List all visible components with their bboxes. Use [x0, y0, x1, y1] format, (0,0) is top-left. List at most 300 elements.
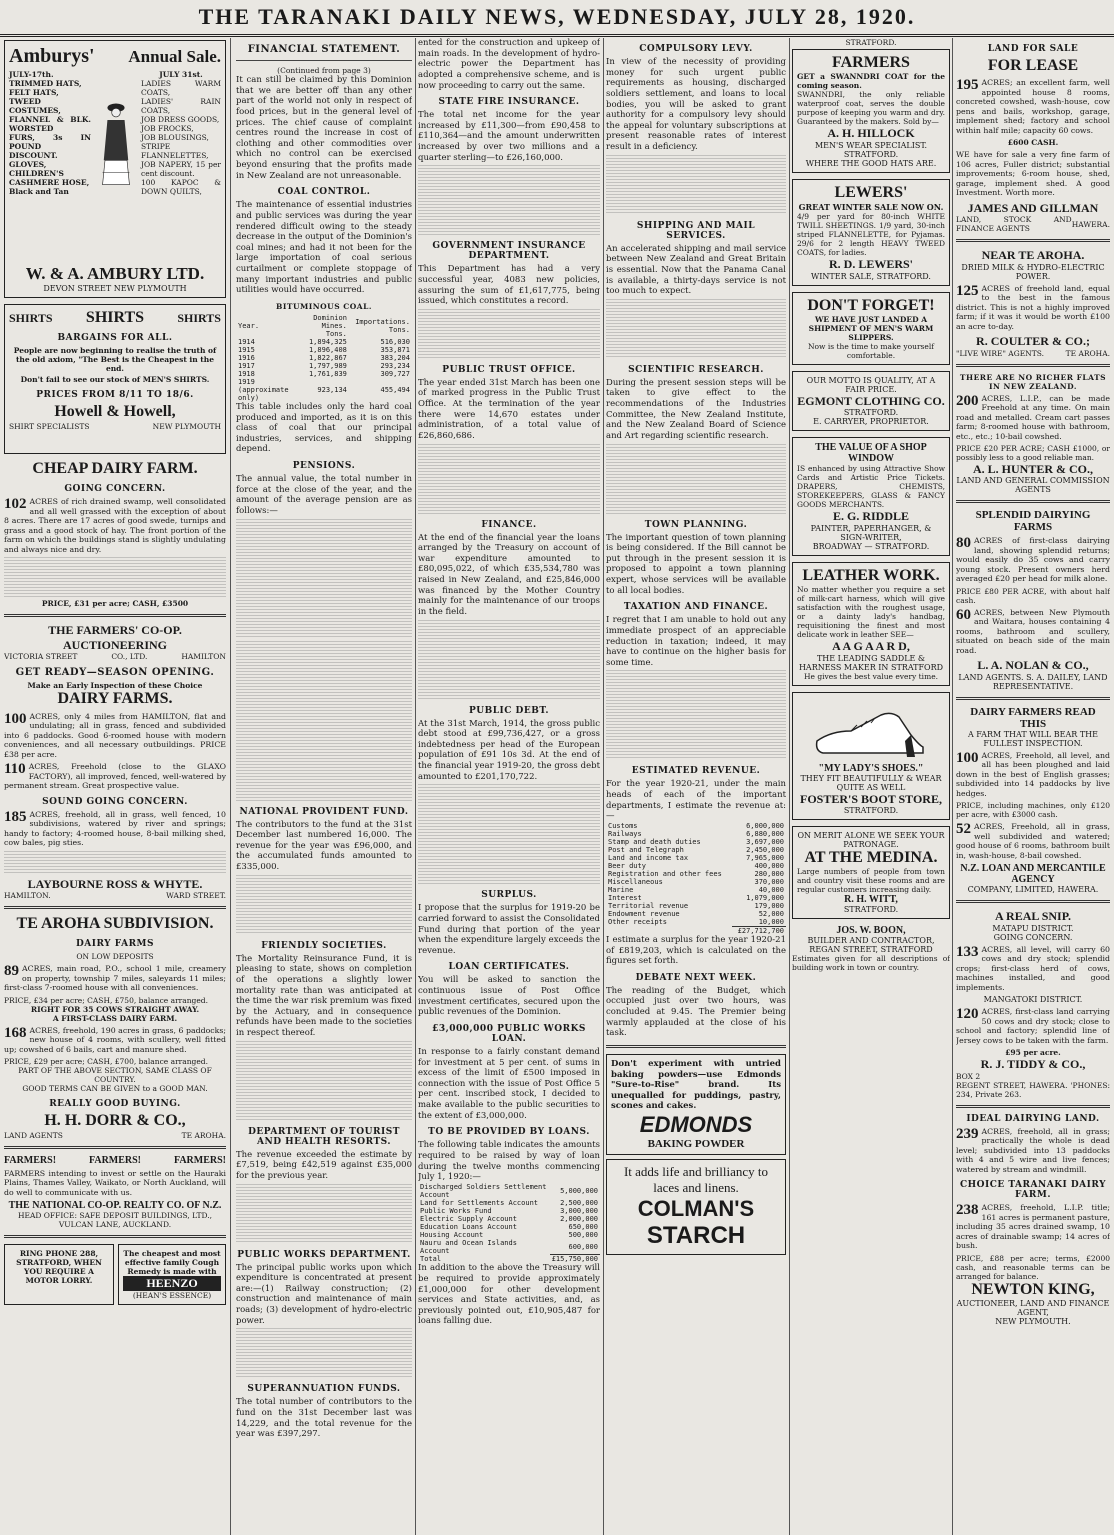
- te-aroha-price: PRICE, £29 per acre; CASH, £700, balance arranged.: [4, 1057, 208, 1067]
- table-row: Nauru and Ocean Islands Account 600,000: [420, 1238, 598, 1255]
- farmers-coop-place: HAMILTON: [181, 652, 226, 662]
- hunter-sub: LAND AND GENERAL COMMISSION AGENTS: [956, 476, 1110, 495]
- section-heading: SCIENTIFIC RESEARCH.: [628, 364, 764, 375]
- ambury-item: FURS, 3s IN POUND DISCOUNT.: [9, 133, 91, 160]
- coal-table: [236, 314, 412, 402]
- colman-logo: COLMAN'S: [637, 1196, 755, 1221]
- article-paragraph: ented for the construction and upkeep of main roads. In the development of hydro-electric power the Department has adopted a comprehensive scheme, and is now proceeding to carry out the same.: [418, 38, 600, 91]
- listing: 195 ACRES; an excellent farm, well appointed house 8 rooms, concreted cowshed, wash-house, cow pens and bails, workshop, garage, implement shed; factory and school within half mile; capacity 60 cows.: [956, 77, 1110, 135]
- column-4: [606, 38, 786, 1535]
- nzloan-sub: COMPANY, LIMITED, HAWERA.: [967, 885, 1099, 895]
- te-aroha-deposits: ON LOW DEPOSITS: [76, 952, 154, 962]
- lewers-body: 4/9 per yard for 80-inch WHITE TWILL SHEETINGS. 1/9 yard, 30-inch striped FLANNELETTE, for Pyjamas. 29/6 for 2 length HEAVY TWEED COATS, for ladies.: [797, 212, 945, 258]
- article-paragraph: I propose that the surplus for 1919-20 be carried forward to assist the Consolidated Fund during that portion of the year when the expenditure largely exceeds the revenue.: [418, 903, 600, 956]
- column-rule: [415, 38, 416, 1535]
- hillock-firm: A. H. HILLOCK: [827, 126, 915, 141]
- slippers-text: WE HAVE JUST LANDED A SHIPMENT OF MEN'S WARM SLIPPERS.: [808, 314, 934, 342]
- table-row: Customs 6,000,000: [608, 821, 784, 830]
- table-row: 1917 1,797,989 293,234: [238, 361, 410, 370]
- column-5: [792, 38, 950, 1535]
- section-heading: COMPULSORY LEVY.: [639, 44, 753, 54]
- table-row: Education Loans Account 650,000: [420, 1222, 598, 1231]
- dorr-agents: LAND AGENTS: [4, 1130, 63, 1140]
- article-paragraph: The total net income for the year increased by £11,300—from £90,458 to £110,364—and the amount underwritten increased by over two millions and a quarter sterling—to £26,160,000.: [418, 110, 600, 163]
- ambury-item: LADIES WARM COATS,: [141, 79, 221, 97]
- dorr-place: TE AROHA.: [181, 1130, 226, 1140]
- newton-king-sub: AUCTIONEER, LAND AND FINANCE AGENT,: [956, 1299, 1110, 1318]
- te-aroha-buying: REALLY GOOD BUYING.: [49, 1099, 181, 1110]
- te-aroha-farms: DAIRY FARMS: [75, 939, 155, 950]
- article-paragraph: The maintenance of essential industries and public services was during the year rendered difficult owing to the steady decrease in the output of the Dominion's coal mines; and had it not been for the large importation of coal serious curtailment or complete stoppage of many important industries and public utilities would have occurred.: [236, 200, 412, 296]
- ideal-title: IDEAL DAIRYING LAND.: [966, 1113, 1100, 1124]
- listing: 89 ACRES, main road, P.O., school 1 mile, creamery on property, township 7 miles, saleyards 11 miles; first-class 7-roomed house with all conveniences.: [4, 963, 226, 993]
- listing-price: PRICE, including machines, only £120 per acre, with £3000 cash.: [956, 801, 1110, 820]
- lewers-firm: R. D. LEWERS': [828, 257, 914, 272]
- shirts-bargains: BARGAINS FOR ALL.: [57, 333, 173, 344]
- aagaard-foot: He gives the best value every time.: [803, 671, 939, 681]
- egmont-advert: [792, 371, 950, 431]
- article-paragraph: In response to a fairly constant demand for investment at 5 per cent. of sums in excess of the limit of £500 imposed in connection with the issue of Post Office 5 per cent. inscribed stock, I decided to make available to the public securities to the extent of £3,000,000.: [418, 1046, 600, 1121]
- swanndri-headline: GET a SWANNDRI COAT for the coming season.: [797, 72, 945, 91]
- listing: 238 ACRES, freehold, L.I.P. title; 161 acres is permanent pasture, including 35 acres drained swamp, 10 acres of drainable swamp; 14 acres of bush.: [956, 1202, 1110, 1251]
- section-heading: GOVERNMENT INSURANCE DEPARTMENT.: [432, 241, 586, 262]
- section-heading: FRIENDLY SOCIETIES.: [261, 940, 387, 951]
- masthead-title: THE TARANAKI DAILY NEWS, WEDNESDAY, JULY 28, 1920.: [198, 4, 916, 29]
- shirts-head: SHIRTS: [177, 311, 221, 325]
- listing: 80 ACRES of first-class dairying land, showing splendid returns; would easily do 35 cows and carry young stock. Present owners herd averaged £20 per head for milk alone.: [956, 535, 1110, 584]
- jg-place: HAWERA.: [1071, 219, 1110, 229]
- shoes-title: "MY LADY'S SHOES.": [818, 762, 924, 774]
- laybourne-place: HAMILTON.: [4, 890, 51, 900]
- ambury-advert: [4, 40, 226, 298]
- article-paragraph: The Mortality Reinsurance Fund, it is pleasing to state, shows on completion of the operations a slightly lower mortality rate than was anticipated at the time the war risk premium was fixed by the Actuary, and in consequence refunds have been made to the societies in respect thereof.: [236, 953, 412, 1038]
- farmers-coop-dairy: DAIRY FARMS.: [57, 690, 173, 708]
- te-aroha-first: A FIRST-CLASS DAIRY FARM.: [52, 1013, 178, 1023]
- listing: 100 ACRES, only 4 miles from HAMILTON, flat and undulating; all in grass, fenced and subdivided into 6 paddocks. Good 6-roomed house with modern conveniences, and all necessary outbuildings. PRICE £38 per acre.: [4, 710, 226, 759]
- witt-place: STRATFORD.: [843, 905, 899, 915]
- egmont-prop: E. CARRYER, PROPRIETOR.: [813, 417, 929, 427]
- nzloan-firm: N.Z. LOAN AND MERCANTILE AGENCY: [960, 863, 1106, 886]
- lease-price: £600 CASH.: [1007, 138, 1059, 148]
- body-text-lines: [606, 444, 786, 514]
- shirts-head: SHIRTS: [9, 311, 53, 325]
- foster-place: STRATFORD.: [843, 805, 899, 815]
- medina-pre: ON MERIT ALONE WE SEEK YOUR PATRONAGE.: [797, 830, 945, 849]
- lewers-title: LEWERS': [834, 183, 908, 201]
- listing-price: PRICE £20 PER ACRE; CASH £1000, or possibly less to a good reliable man.: [956, 444, 1110, 463]
- listing: 110 ACRES, Freehold (close to the GLAXO FACTORY), all improved, fenced, well-watered by permanent stream. Great prospective value.: [4, 761, 226, 791]
- aagaard-advert: [792, 562, 950, 686]
- loans-table: [418, 1183, 600, 1264]
- medina-advert: [792, 826, 950, 919]
- body-text-lines: [236, 1041, 412, 1121]
- footer-adverts: [4, 1244, 226, 1304]
- ambury-sale-date: JULY 31st.: [159, 70, 203, 79]
- listing-price: PRICE, £88 per acre; terms, £2000 cash, and reasonable terms can be arranged for balance.: [956, 1253, 1110, 1281]
- body-text-lines: [606, 299, 786, 359]
- boon-firm: JOS. W. BOON,: [836, 925, 906, 937]
- body-text-lines: [4, 557, 226, 597]
- farmers-coop-co: CO., LTD.: [111, 652, 148, 662]
- column-6: [956, 38, 1110, 1535]
- farmers-coop-advert: [4, 623, 226, 900]
- article-paragraph: For the year 1920-21, under the main heads of each of the important departments, I estimate the revenue at:—: [606, 779, 786, 822]
- pensions-table-lines: [236, 519, 412, 639]
- table-row: 1914 1,894,325 516,030: [238, 337, 410, 346]
- table-row: Endowment revenue 52,000: [608, 909, 784, 918]
- foster-advert: [792, 692, 950, 820]
- colman-advert: [606, 1159, 786, 1255]
- dairy-farm-sub: GOING CONCERN.: [64, 484, 166, 495]
- section-heading: DEBATE NEXT WEEK.: [635, 972, 757, 983]
- article-paragraph: It can still be claimed by this Dominion that we are better off than any other part of the world not only in respect of food prices, but in the general level of prices. The chief cause of complaint centres round the increase in cost of clothing and other commodities over which no control can be exercised beyond ensuring that the profits made in New Zealand are not unreasonable.: [236, 75, 412, 181]
- slippers-advert: [792, 292, 950, 365]
- table-row: Stamp and death duties 3,697,000: [608, 837, 784, 846]
- table-row: Miscellaneous 370,000: [608, 877, 784, 886]
- motor-lorry-text: RING PHONE 288, STRATFORD, WHEN YOU REQUIRE A MOTOR LORRY.: [16, 1249, 102, 1286]
- lewers-sale: GREAT WINTER SALE NOW ON.: [798, 202, 944, 213]
- ambury-left-list: [9, 70, 91, 220]
- lease-title: FOR LEASE: [987, 57, 1079, 74]
- hunter-firm: A. L. HUNTER & CO.,: [972, 462, 1093, 477]
- aagaard-firm: A A G A A R D,: [832, 639, 910, 654]
- colman-line: It adds life and brilliancy to laces and linens.: [623, 1164, 769, 1195]
- hillock-place: STRATFORD.: [843, 149, 899, 159]
- near-title: NEAR TE AROHA.: [981, 248, 1085, 263]
- article-paragraph: The annual value, the total number in force at the close of the year, and the amount of the average pension are as follows:—: [236, 474, 412, 516]
- national-coop-office: HEAD OFFICE: SAFE DEPOSIT BUILDINGS, LTD., VULCAN LANE, AUCKLAND.: [17, 1211, 213, 1230]
- listing: 125 ACRES of freehold land, equal to the best in the famous district. This is not a highly improved farm; if it was it would be worth £100 an acre to-day.: [956, 282, 1110, 331]
- ambury-item: Black and Tan: [9, 187, 69, 196]
- swanndri-advert: [792, 49, 950, 173]
- table-header-row: Year. Dominion Mines. Tons. Importations. Tons.: [238, 313, 410, 338]
- ambury-item: LADIES' RAIN COATS,: [141, 97, 221, 115]
- lewers-place: WINTER SALE, STRATFORD.: [811, 271, 931, 281]
- listing: 60 ACRES, between New Plymouth and Waitara, houses containing 4 rooms, bathroom and scullery, situated on beach side of the main road.: [956, 606, 1110, 655]
- shirts-foot-right: NEW PLYMOUTH: [152, 421, 221, 431]
- article-paragraph: In addition to the above the Treasury will be required to provide approximately £1,000,000 for other development services and State activities, and, as previously pointed out, £10,905,487 for loans falling due.: [418, 1263, 600, 1327]
- newton-king-firm: NEWTON KING,: [971, 1280, 1095, 1298]
- shirts-foot-left: SHIRT SPECIALISTS: [9, 421, 90, 431]
- newton-king-place: NEW PLYMOUTH.: [995, 1317, 1071, 1327]
- splendid-title: SPLENDID DAIRYING FARMS: [975, 509, 1091, 534]
- table-row: Housing Account 500,000: [420, 1230, 598, 1239]
- ambury-item: JOB FROCKS,: [141, 124, 194, 133]
- farmers-coop-get-ready: GET READY—SEASON OPENING.: [15, 667, 215, 679]
- table-row: Land for Settlements Account 2,500,000: [420, 1198, 598, 1207]
- table-row: 1918 1,761,839 309,727: [238, 369, 410, 378]
- listing: 120 ACRES, first-class land carrying 50 cows and dry stock; close to school and factory; splendid line of Jersey cows to be taken with the farm.: [956, 1006, 1110, 1045]
- section-heading: TAXATION AND FINANCE.: [623, 602, 769, 613]
- edmonds-copy: Don't experiment with untried baking powders—use Edmonds "Sure-to-Rise" brand. Its unequalled for puddings, pastry, scones and cakes.: [611, 1058, 781, 1112]
- dorr-firm: H. H. DORR & CO.,: [44, 1112, 186, 1130]
- nolan-firm: L. A. NOLAN & CO.,: [977, 658, 1089, 673]
- table-row: Electric Supply Account 2,000,000: [420, 1214, 598, 1223]
- shirts-firm: Howell & Howell,: [54, 403, 176, 421]
- listing: 133 ACRES, all level, will carry 60 cows and dry stock; splendid crops; first-class herd of cows, machines installed, and good implements.: [956, 943, 1110, 992]
- heenzo-text: The cheapest and most effective family Cough Remedy is made with: [123, 1249, 221, 1277]
- snip-sub: MATAPU DISTRICT.: [992, 923, 1074, 933]
- farmers-coop-title: THE FARMERS' CO-OP. AUCTIONEERING: [48, 623, 182, 652]
- table-row: Public Works Fund 3,000,000: [420, 1206, 598, 1215]
- article-paragraph: The revenue exceeded the estimate by £7,519, being £42,519 against £35,000 for the previous year.: [236, 1149, 412, 1181]
- column-1: [4, 38, 226, 1535]
- egmont-motto: OUR MOTTO IS QUALITY, AT A FAIR PRICE.: [806, 375, 936, 394]
- section-heading: £3,000,000 PUBLIC WORKS LOAN.: [432, 1023, 586, 1044]
- ambury-item: TRIMMED HATS,: [9, 79, 82, 88]
- boon-sub: BUILDER AND CONTRACTOR, REGAN STREET, STRATFORD: [807, 936, 935, 955]
- edmonds-advert: [606, 1054, 786, 1155]
- national-coop-firm: THE NATIONAL CO-OP. REALTY CO. OF N.Z.: [8, 1200, 222, 1212]
- table-row: Railways 6,880,000: [608, 829, 784, 838]
- farmers-coop-street: VICTORIA STREET: [4, 652, 78, 662]
- article-paragraph: An accelerated shipping and mail service between New Zealand and Great Britain is essential. Now that the Panama Canal is available, a thirty-days service is not too much to expect.: [606, 243, 786, 297]
- motor-lorry-advert: [4, 1244, 114, 1304]
- listing: 168 ACRES, freehold, 190 acres in grass, 6 paddocks; new house of 4 rooms, with scullery, well fitted up; cowshed of 6 bails, cart and manure shed.: [4, 1024, 226, 1054]
- hillock-foot: WHERE THE GOOD HATS ARE.: [805, 158, 937, 168]
- dairy-farm-title: CHEAP DAIRY FARM.: [32, 460, 198, 477]
- riddle-firm: E. G. RIDDLE: [832, 509, 909, 524]
- column-rule: [789, 38, 790, 1535]
- boon-advert: [792, 925, 950, 972]
- table-row: Other receipts 10,000: [608, 917, 784, 927]
- table-row: 1919 (approximate only) 923,134 455,494: [238, 377, 410, 402]
- te-aroha-right: RIGHT FOR 35 COWS STRAIGHT AWAY.: [30, 1004, 200, 1014]
- laybourne-firm: LAYBOURNE ROSS & WHYTE.: [27, 876, 203, 891]
- body-text-lines: [4, 851, 226, 875]
- shirts-body: People are now beginning to realise the truth of the old axiom, "The Best is the Cheapest in the end.: [13, 346, 217, 374]
- body-text-lines: [418, 784, 600, 884]
- article-paragraph: I estimate a surplus for the year 1920-21 of £819,203, which is calculated on the figures set forth.: [606, 934, 786, 967]
- listing: 200 ACRES, L.I.P., can be made Freehold at any time. On main road and metalled. Cream cart passes farm; 8-roomed house with bathroom, etc., etc.; 10-bail cowshed.: [956, 392, 1110, 441]
- shop-window-title: THE VALUE OF A SHOP WINDOW: [815, 442, 927, 465]
- section-heading: TOWN PLANNING.: [644, 519, 748, 530]
- acreage: 102: [4, 496, 27, 513]
- nolan-sub: LAND AGENTS. S. A. DAILEY, LAND REPRESENTATIVE.: [958, 672, 1108, 691]
- section-heading: PUBLIC WORKS DEPARTMENT.: [237, 1249, 411, 1260]
- body-text-lines: [418, 309, 600, 359]
- aagaard-sub: THE LEADING SADDLE & HARNESS MAKER IN STRATFORD: [798, 653, 944, 672]
- article-continued: (Continued from page 3): [277, 66, 371, 75]
- shoes-sub: THEY FIT BEAUTIFULLY & WEAR QUITE AS WELL: [800, 773, 942, 792]
- table-row: Beer duty 400,000: [608, 861, 784, 870]
- article-paragraph: During the present session steps will be taken to give effect to the recommendations of the Industries Committee, the New Zealand Institute, and the New Zealand Board of Science and Art regarding scientific research.: [606, 377, 786, 441]
- riddle-place: BROADWAY — STRATFORD.: [812, 541, 930, 551]
- article-paragraph: I regret that I am unable to hold out any immediate prospect of an appreciable reduction in taxation; indeed, it may have to continue on the higher basis for some time.: [606, 615, 786, 668]
- article-paragraph: You will be asked to sanction the continuous issue of Post Office investment certificates, secured upon the public revenues of the Dominion.: [418, 975, 600, 1018]
- article-paragraph: The year ended 31st March has been one of marked progress in the Public Trust Office. At the termination of the year there were 14,670 estates under administration, of a total value of £26,860,686.: [418, 377, 600, 441]
- shirts-advert: [4, 304, 226, 454]
- ambury-address: DEVON STREET NEW PLYMOUTH: [43, 284, 187, 293]
- column-2: [236, 38, 412, 1535]
- medina-body: Large numbers of people from town and country visit these rooms and are regular customers increasing daily.: [797, 867, 945, 895]
- listing: WE have for sale a very fine farm of 106 acres, Fuller district; substantial improvements; 6-room house, shed, garage, implement shed. A good Investment. Worth more.: [956, 150, 1110, 198]
- ambury-item: JOB BLOUSINGS,: [141, 133, 209, 142]
- farmers-advert: [4, 1155, 226, 1230]
- shoe-illustration: [811, 701, 931, 759]
- farmers-coop-make: Make an Early Inspection of these Choice: [27, 681, 203, 691]
- stratford-tag: STRATFORD.: [845, 38, 897, 47]
- te-aroha-good: GOOD TERMS CAN BE GIVEN to a GOOD MAN.: [22, 1084, 208, 1094]
- column-rule: [230, 38, 231, 1535]
- tiddy-sub: REGENT STREET, HAWERA. 'PHONES: 234, Private 263.: [956, 1080, 1110, 1099]
- ambury-item: STRIPE FLANNELETTES,: [141, 142, 209, 160]
- body-text-lines: [236, 1328, 412, 1378]
- table-row: Marine 40,000: [608, 885, 784, 894]
- ambury-item: 100 KAPOC & DOWN QUILTS,: [141, 178, 221, 196]
- section-heading: ESTIMATED REVENUE.: [631, 766, 761, 777]
- ambury-sale-title: Annual Sale.: [128, 46, 221, 66]
- section-heading: PUBLIC DEBT.: [469, 705, 549, 716]
- table-row: Discharged Soldiers Settlement Account 5,000,000: [420, 1182, 598, 1199]
- listing: 100 ACRES, Freehold, all level, and all has been ploughed and laid down in the best of English grasses; subdivided into 14 paddocks by live hedges.: [956, 749, 1110, 798]
- heenzo-brand: HEENZO: [123, 1276, 221, 1290]
- column-rule: [952, 38, 953, 1535]
- witt-firm: R. H. WITT,: [844, 894, 898, 906]
- jg-firm: JAMES AND GILLMAN: [967, 200, 1099, 215]
- masthead: [0, 0, 1114, 37]
- ambury-item: FLANNEL & BLK. WORSTED: [9, 115, 91, 133]
- te-aroha-advert: [4, 915, 226, 1140]
- body-text-lines: [236, 641, 412, 801]
- riddle-sub: PAINTER, PAPERHANGER, & SIGN-WRITER,: [810, 523, 932, 542]
- farmers-head: FARMERS!: [173, 1154, 226, 1166]
- land-for-sale-tag: LAND FOR SALE: [987, 44, 1079, 54]
- ambury-item: TWEED COSTUMES,: [9, 97, 61, 115]
- article-paragraph: This Department has had a very successful year, 4083 new policies, assuring the sum of £1,617,775, being issued, which constitutes a record.: [418, 264, 600, 307]
- farmers-coop-sound: SOUND GOING CONCERN.: [42, 796, 188, 807]
- boon-body: Estimates given for all descriptions of building work in town or country.: [792, 954, 950, 973]
- shirts-fail: Don't fail to see our stock of MEN'S SHIRTS.: [20, 375, 210, 385]
- section-heading: PENSIONS.: [292, 461, 356, 471]
- te-aroha-part: PART OF THE ABOVE SECTION, SAME CLASS OF COUNTRY.: [18, 1066, 212, 1085]
- dairy-farm-price: PRICE, £31 per acre; CASH, £3500: [41, 599, 189, 609]
- article-title: FINANCIAL STATEMENT.: [247, 44, 401, 55]
- section-heading: PUBLIC TRUST OFFICE.: [442, 364, 576, 375]
- section-heading: LOAN CERTIFICATES.: [448, 962, 570, 973]
- heenzo-advert: [118, 1244, 226, 1304]
- listing: 239 ACRES, freehold, all in grass; practically the whole is dead level; subdivided into 13 paddocks with 4 and 5 wire and live fences; watered by stream and windmill.: [956, 1125, 1110, 1174]
- edmonds-sub: BAKING POWDER: [647, 1138, 745, 1150]
- shirts-prices: PRICES FROM 8/11 TO 18/6.: [36, 390, 194, 401]
- ambury-item: JOB DRESS GOODS,: [141, 115, 220, 124]
- snip-sub2: GOING CONCERN.: [993, 932, 1073, 942]
- article-paragraph: The principal public works upon which expenditure is concentrated at present are:—(1) Railway construction; (2) construction and maintenance of main roads; (3) development of hydro-electric power.: [236, 1262, 412, 1326]
- table-row: Interest 1,079,000: [608, 893, 784, 902]
- hillock-sub: MEN'S WEAR SPECIALIST.: [814, 140, 928, 150]
- dairy-farm-advert: [4, 460, 226, 608]
- table-total-row: Total £15,750,000: [420, 1255, 598, 1264]
- tiddy-box: BOX 2: [956, 1071, 981, 1081]
- listing: 52 ACRES, Freehold, all in grass, well subdivided and watered; good house of 6 rooms, bathroom built in, wash-house, 8-bail cowshed.: [956, 821, 1110, 860]
- riddle-advert: [792, 437, 950, 555]
- table-row: Post and Telegraph 2,450,000: [608, 845, 784, 854]
- body-text-lines: [606, 670, 786, 760]
- swanndri-body: SWANNDRI, the only reliable waterproof coat, serves the double purpose of keeping you warm and dry. Guaranteed by the makers. Sold by—: [797, 90, 945, 127]
- table-row: 1915 1,896,408 353,871: [238, 345, 410, 354]
- ambury-right-list: [141, 70, 221, 220]
- leather-body: No matter whether you require a set of milk-cart harness, which will give satisfaction with the roughest usage, or a dainty lady's handbag, requisitioning the finest and most delicate work in leather SEE—: [797, 585, 945, 640]
- revenue-table: [606, 822, 786, 935]
- section-heading: SURPLUS.: [481, 890, 537, 901]
- dont-forget: DON'T FORGET!: [807, 296, 935, 314]
- lady-illustration: [94, 70, 138, 220]
- section-heading: SHIPPING AND MAIL SERVICES.: [636, 220, 756, 241]
- foster-firm: FOSTER'S BOOT STORE,: [800, 791, 942, 806]
- richer-title: THERE ARE NO RICHER FLATS IN NEW ZEALAND.: [959, 372, 1107, 391]
- mangatoki-title: MANGATOKI DISTRICT.: [983, 995, 1083, 1005]
- section-heading: NATIONAL PROVIDENT FUND.: [239, 806, 409, 817]
- article-paragraph: The total number of contributors to the fund on the 31st December last was 14,229, and the total revenue for the year was £397,297.: [236, 1397, 412, 1440]
- article-paragraph: The important question of town planning is being considered. If the Bill cannot be put through in the present session it is proposed to appoint a town planning expert, whose services will be available to all local bodies.: [606, 532, 786, 596]
- coulter-firm: R. COULTER & CO.;: [976, 334, 1090, 349]
- article-paragraph: The following table indicates the amounts required to be raised by way of loan during the twelve months commencing July 1, 1920:—: [418, 1140, 600, 1183]
- egmont-firm: EGMONT CLOTHING CO.: [797, 393, 945, 408]
- section-heading: FINANCE.: [481, 519, 537, 530]
- jg-sub: LAND, STOCK AND FINANCE AGENTS: [956, 215, 1072, 234]
- dairy-read-title: DAIRY FARMERS READ THIS: [970, 705, 1096, 730]
- article-paragraph: At the end of the financial year the loans arranged by the Treasury on account of war expenditure amounted to £80,095,022, of which £35,534,780 was raised in New Zealand, and £25,846,000 was financed by the Mother Country mainly for the maintenance of our troops in the field.: [418, 532, 600, 617]
- ambury-item: FELT HATS,: [9, 88, 59, 97]
- ambury-item: CHILDREN'S CASHMERE HOSE,: [9, 169, 90, 187]
- farmers-heading: FARMERS: [832, 54, 910, 71]
- body-text-lines: [418, 165, 600, 235]
- slippers-sub: Now is the time to make yourself comfortable.: [807, 341, 935, 360]
- farmers-head: FARMERS!: [4, 1154, 57, 1166]
- starch-logo: STARCH: [646, 1222, 746, 1249]
- dairy-farm-body: 102 ACRES of rich drained swamp, well consolidated and all well grassed with the exception of about 8 acres. There are 17 acres of good swede, turnips and grass and a good stock of hay. The front portion of the farm on which the buildings stand is slightly undulating and always nice and dry.: [4, 496, 226, 554]
- ambury-firm: W. & A. AMBURY LTD.: [25, 264, 205, 283]
- listing-price: PRICE £80 PER ACRE, with about half cash.: [956, 586, 1110, 605]
- article-paragraph: At the 31st March, 1914, the gross public debt stood at £99,736,427, or a gross indebtedness per head of the European population of £91 10s 3d. At the end of the financial year 1919-20, the gross debt amounted to £201,170,722.: [418, 718, 600, 782]
- column-rule: [603, 38, 604, 1535]
- egmont-place: STRATFORD.: [843, 408, 899, 418]
- leather-title: LEATHER WORK.: [802, 566, 940, 584]
- section-heading: SUPERANNUATION FUNDS.: [247, 1384, 401, 1395]
- ambury-item: JULY-17th.: [9, 70, 54, 79]
- body-text-lines: [606, 155, 786, 215]
- body-text-lines: [236, 875, 412, 935]
- article-paragraph: The contributors to the fund at the 31st December last numbered 16,000. The revenue for the year was £96,000, and the accumulated funds amounted to £335,000.: [236, 819, 412, 872]
- shop-window-body: IS enhanced by using Attractive Show Cards and Artistic Price Tickets. DRAPERS, CHEMISTS, STOREKEEPERS, GLASS & FANCY GOODS MERCHANTS.: [797, 464, 945, 510]
- section-heading: COAL CONTROL.: [277, 187, 371, 198]
- tiddy-firm: R. J. TIDDY & CO.,: [980, 1057, 1086, 1072]
- laybourne-street: WARD STREET.: [166, 890, 226, 900]
- ambury-item: GLOVES,: [9, 160, 47, 169]
- table-row: 1916 1,822,867 383,204: [238, 353, 410, 362]
- te-aroha-title: TE AROHA SUBDIVISION.: [16, 914, 214, 932]
- table-row: Land and income tax 7,965,000: [608, 853, 784, 862]
- edmonds-logo: EDMONDS: [639, 1112, 753, 1137]
- section-heading: DEPARTMENT OF TOURIST AND HEALTH RESORTS.: [248, 1126, 400, 1147]
- choice-title: CHOICE TARANAKI DAIRY FARM.: [959, 1180, 1107, 1201]
- farmers-body: FARMERS intending to invest or settle on the Hauraki Plains, Thames Valley, Waikato, or North Auckland, will do well to communicate with us.: [4, 1168, 226, 1197]
- coulter-tag: "LIVE WIRE" AGENTS.: [956, 348, 1044, 358]
- heenzo-sub: (HEAN'S ESSENCE): [132, 1290, 212, 1300]
- farmers-head: FARMERS!: [88, 1154, 142, 1166]
- article-paragraph: The reading of the Budget, which occupied just over two hours, was concluded at 9.45. The Premier being warmly applauded at the close of his task.: [606, 985, 786, 1039]
- article-paragraph: In view of the necessity of providing money for such urgent public requirements as housing, discharged soldiers settlement, and loans to local bodies, you will be asked to grant authority for a compulsory levy should the appeal for voluntary subscriptions at present reasonable rates of interest result in a deficiency.: [606, 57, 786, 152]
- ambury-brand: Amburys': [9, 45, 95, 67]
- listing: 185 ACRES, freehold, all in grass, well fenced, 10 subdivisions, watered by river and springs; handy to factory; 4-roomed house, 8-bail milking shed, cow bales, pig sties.: [4, 808, 226, 848]
- te-aroha-price: PRICE, £34 per acre; CASH, £750, balance arranged.: [4, 995, 208, 1005]
- body-text-lines: [418, 620, 600, 700]
- near-sub: DRIED MILK & HYDRO-ELECTRIC POWER.: [961, 262, 1105, 281]
- section-heading: TO BE PROVIDED BY LOANS.: [428, 1127, 590, 1138]
- snip-title: A REAL SNIP.: [995, 909, 1071, 924]
- lewers-advert: [792, 179, 950, 286]
- table-title: BITUMINOUS COAL.: [276, 301, 372, 311]
